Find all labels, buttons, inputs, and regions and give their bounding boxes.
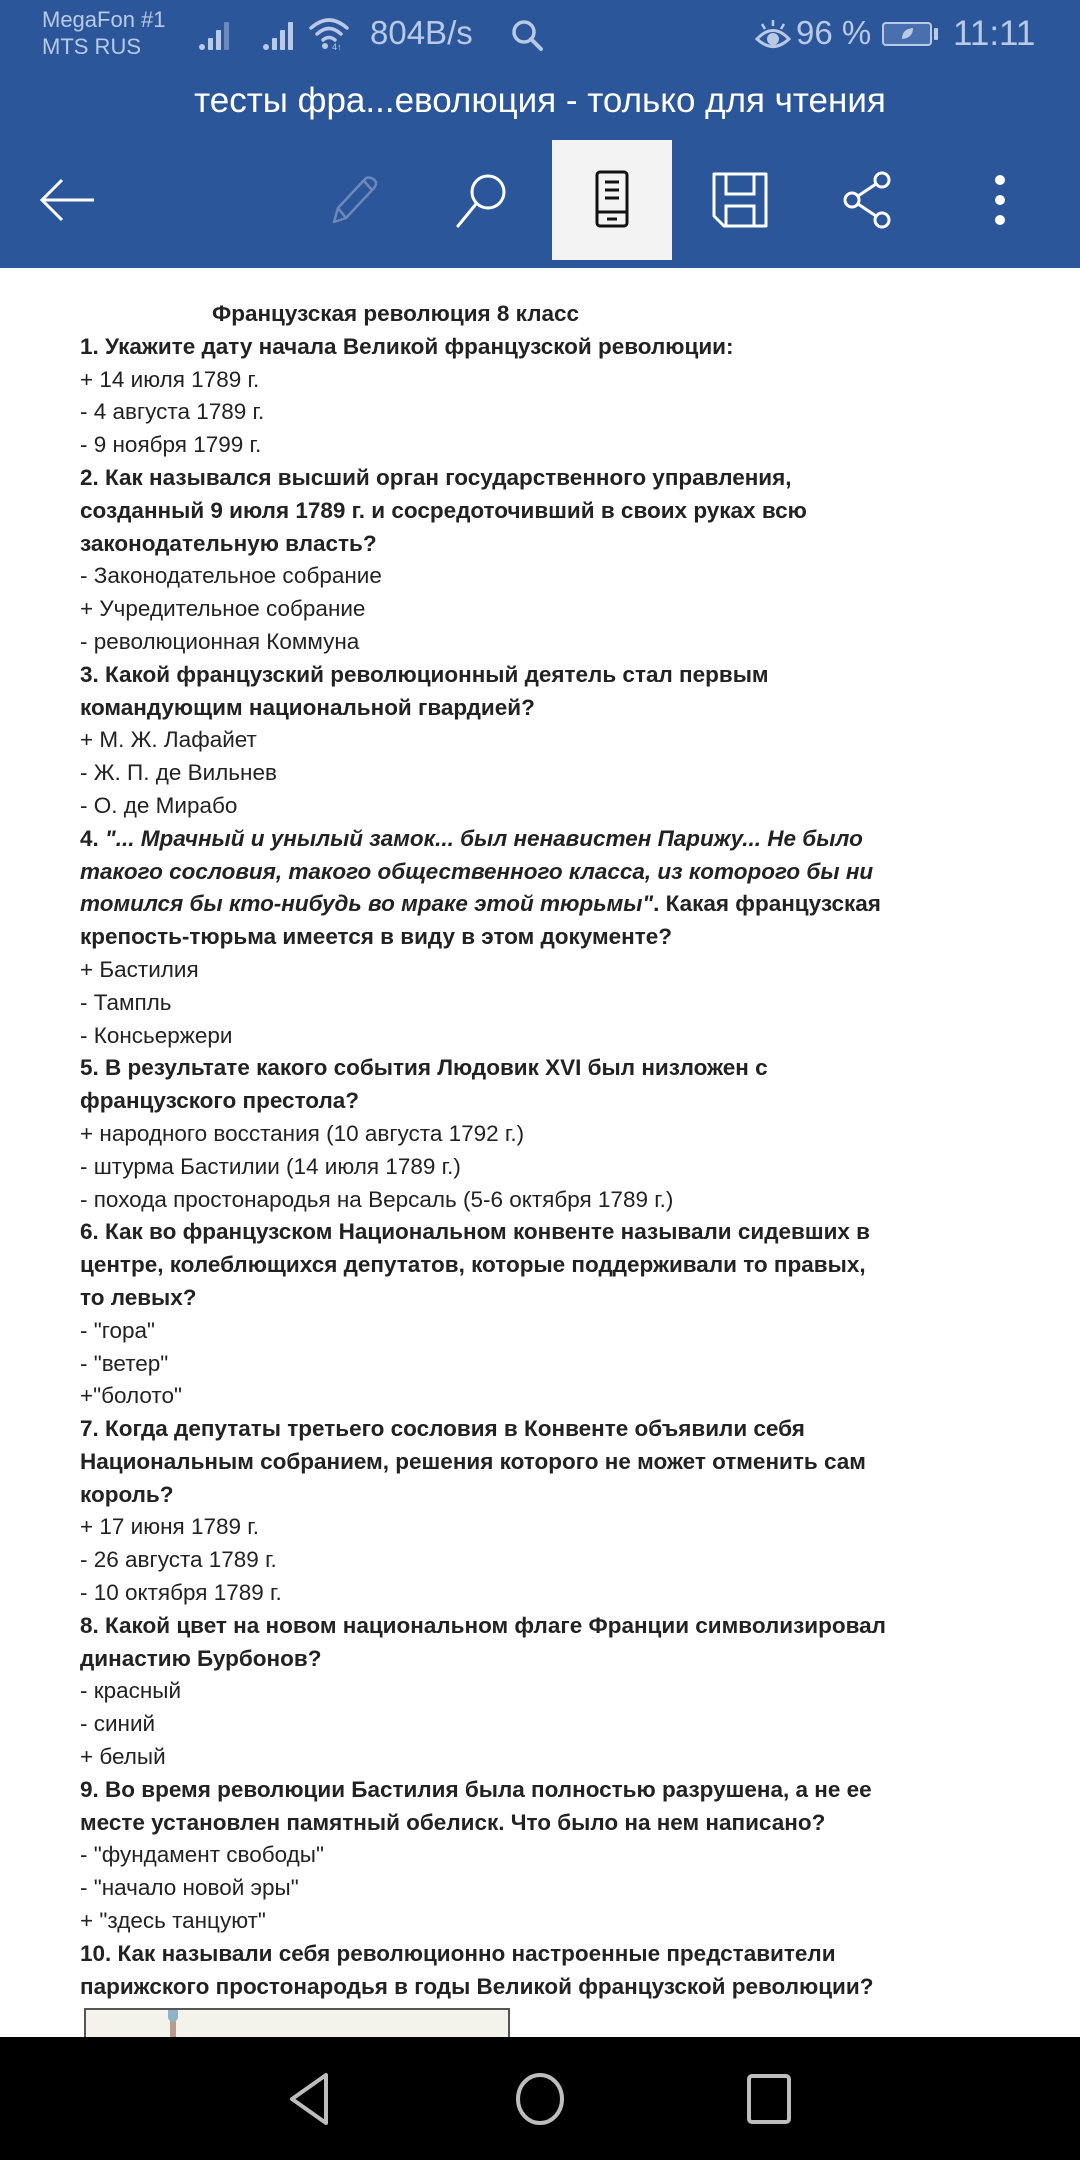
question-text: 6. Как во французском Национальном конвенте называли сидевших в — [80, 1219, 871, 1245]
quote-text: томился бы кто-нибудь во мраке этой тюрьмы" — [80, 891, 654, 917]
quote-text: такого сословия, такого общественного класса, из которого бы ни — [80, 858, 874, 884]
answer-option: - революционная Коммуна — [80, 628, 360, 654]
question-text: 1. Укажите дату начала Великой французской революции: — [80, 333, 734, 359]
question-10 — [80, 1938, 1020, 2004]
arrow-left-icon — [38, 175, 98, 225]
answer-option: - "начало новой эры" — [80, 1875, 299, 1901]
question-text: законодательную власть? — [80, 530, 377, 556]
find-button[interactable] — [422, 140, 542, 260]
question-7 — [80, 1413, 1020, 1610]
mobile-view-icon — [592, 170, 632, 230]
question-text: то левых? — [80, 1284, 197, 1310]
edit-button[interactable] — [294, 140, 414, 260]
question-text: король? — [80, 1481, 174, 1507]
answer-option: + 17 июня 1789 г. — [80, 1514, 259, 1540]
answer-option: - Ж. П. де Вильнев — [80, 760, 277, 786]
answer-option: - 10 октября 1789 г. — [80, 1580, 282, 1606]
answer-option: - красный — [80, 1678, 182, 1704]
answer-option: - "фундамент свободы" — [80, 1842, 324, 1868]
question-text — [80, 888, 1020, 921]
answer-option: - "гора" — [80, 1317, 155, 1343]
question-text — [80, 823, 1020, 856]
question-2 — [80, 462, 1020, 659]
question-text: созданный 9 июля 1789 г. и сосредоточивший в своих руках всю — [80, 497, 807, 523]
answer-option: - похода простонародья на Версаль (5-6 октября 1789 г.) — [80, 1186, 674, 1212]
question-text: 7. Когда депутаты третьего сословия в Конвенте объявили себя — [80, 1416, 805, 1442]
quote-text: "... Мрачный и унылый замок... был ненавистен Парижу... Не было — [105, 825, 863, 851]
question-text: командующим национальной гвардией? — [80, 694, 535, 720]
save-button[interactable] — [680, 140, 800, 260]
question-text: 2. Как назывался высший орган государственного управления, — [80, 464, 792, 490]
more-vertical-icon — [990, 170, 1010, 230]
answer-option: + 14 июля 1789 г. — [80, 366, 260, 392]
svg-text:4↑: 4↑ — [332, 42, 342, 52]
document-title: тесты фра...еволюция - только для чтения — [194, 81, 886, 120]
question-text: 10. Как называли себя революционно настроенные представители — [80, 1940, 836, 1966]
answer-option: - 9 ноября 1799 г. — [80, 432, 262, 458]
wifi-icon — [308, 16, 350, 52]
answer-option: +"болото" — [80, 1383, 182, 1409]
magnifier-icon — [452, 170, 512, 230]
answer-option: - штурма Бастилии (14 июля 1789 г.) — [80, 1153, 461, 1179]
question-4 — [80, 823, 1020, 1053]
embedded-illustration — [84, 2008, 510, 2040]
question-text: Национальным собранием, решения которого не может отменить сам — [80, 1448, 866, 1474]
home-circle-icon — [512, 2071, 568, 2127]
answer-option: + Бастилия — [80, 956, 199, 982]
mobile-view-button[interactable] — [552, 140, 672, 260]
carrier-2: MTS RUS — [42, 34, 141, 59]
pencil-icon — [326, 172, 382, 228]
back-button[interactable] — [8, 140, 128, 260]
answer-option: - О. де Мирабо — [80, 792, 238, 818]
answer-option: + "здесь танцуют" — [80, 1908, 266, 1934]
app-bar — [0, 0, 1080, 268]
network-speed: 804B/s — [370, 14, 473, 51]
question-3 — [80, 659, 1020, 823]
question-text: 5. В результате какого события Людовик XVI был низложен с — [80, 1055, 768, 1081]
question-text: парижского простонародья в годы Великой французской революции? — [80, 1973, 874, 1999]
nav-home-button[interactable] — [495, 2057, 585, 2141]
signal-1-icon — [198, 18, 234, 52]
eye-comfort-icon — [754, 18, 792, 52]
question-text: месте установлен памятный обелиск. Что было на нем написано? — [80, 1809, 826, 1835]
question-text: династию Бурбонов? — [80, 1645, 322, 1671]
answer-option: + народного восстания (10 августа 1792 г.) — [80, 1120, 525, 1146]
more-options-button[interactable] — [940, 140, 1060, 260]
question-text: 3. Какой французский революционный деятель стал первым — [80, 661, 769, 687]
nav-back-button[interactable] — [266, 2057, 356, 2141]
battery-saver-icon — [882, 22, 932, 46]
share-button[interactable] — [808, 140, 928, 260]
answer-option: + белый — [80, 1744, 166, 1770]
nav-recents-button[interactable] — [724, 2057, 814, 2141]
answer-option: + М. Ж. Лафайет — [80, 727, 257, 753]
answer-option: + Учредительное собрание — [80, 596, 366, 622]
document-heading: Французская революция 8 класс — [212, 301, 580, 326]
question-text: центре, колеблющихся депутатов, которые поддерживали то правых, — [80, 1252, 866, 1278]
question-5 — [80, 1052, 1020, 1216]
question-1 — [80, 331, 1020, 462]
question-text-rest: . Какая французская — [653, 891, 881, 917]
question-text: 8. Какой цвет на новом национальном флаге Франции символизировал — [80, 1612, 886, 1638]
answer-option: - 26 августа 1789 г. — [80, 1547, 277, 1573]
search-icon — [510, 18, 544, 52]
answer-option: - синий — [80, 1711, 156, 1737]
answer-option: - Тампль — [80, 989, 172, 1015]
clock: 11:11 — [953, 14, 1036, 53]
status-bar — [0, 0, 1080, 66]
illustration-pike-tip — [168, 2010, 178, 2022]
document-body — [80, 298, 1020, 2003]
answer-option: - Законодательное собрание — [80, 563, 382, 589]
question-text: французского престола? — [80, 1088, 360, 1114]
battery-percent: 96 % — [796, 14, 872, 51]
question-number: 4. — [80, 825, 106, 851]
signal-2-icon — [262, 18, 298, 52]
share-icon — [840, 170, 896, 230]
answer-option: - 4 августа 1789 г. — [80, 399, 265, 425]
question-8 — [80, 1610, 1020, 1774]
system-nav-bar — [0, 2037, 1080, 2160]
carrier-info — [42, 6, 166, 60]
battery-tip — [934, 28, 938, 40]
recents-square-icon — [744, 2071, 794, 2127]
question-9 — [80, 1774, 1020, 1938]
floppy-disk-icon — [710, 170, 770, 230]
question-text: 9. Во время революции Бастилия была полностью разрушена, а не ее — [80, 1776, 872, 1802]
carrier-1: MegaFon #1 — [42, 7, 166, 32]
back-triangle-icon — [286, 2071, 336, 2127]
question-text: крепость-тюрьма имеется в виду в этом документе? — [80, 924, 673, 950]
toolbar — [0, 140, 1080, 260]
question-6 — [80, 1216, 1020, 1413]
answer-option: - "ветер" — [80, 1350, 169, 1376]
answer-option: - Консьержери — [80, 1022, 233, 1048]
